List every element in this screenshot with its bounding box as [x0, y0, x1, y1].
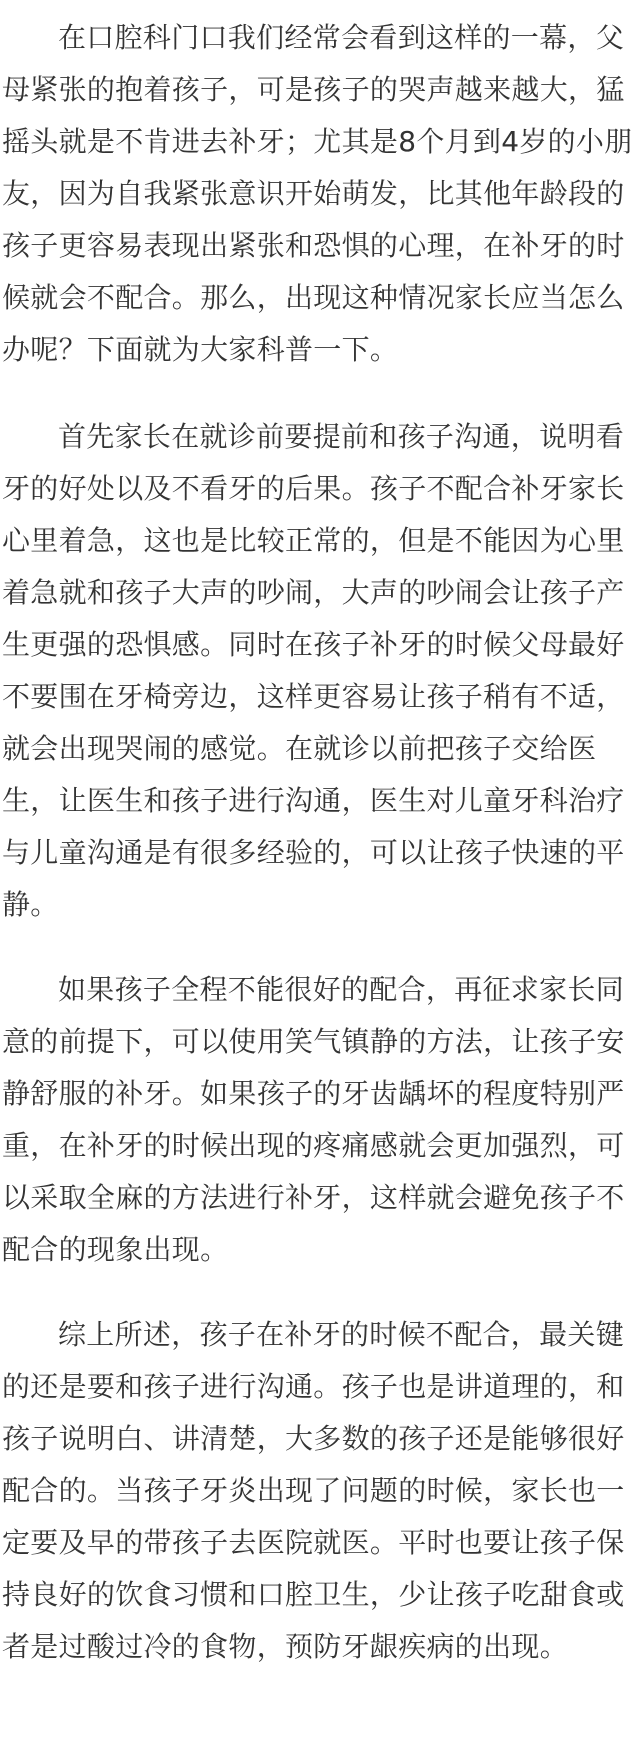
paragraph-line: 摇头就是不肯进去补牙；尤其是8个月到4岁的小朋 [2, 125, 633, 158]
paragraph-line: 者是过酸过冷的食物，预防牙龈疾病的出现。 [2, 1630, 569, 1663]
paragraph-line: 孩子更容易表现出紧张和恐惧的心理，在补牙的时 [2, 229, 625, 262]
paragraph-line: 母紧张的抱着孩子，可是孩子的哭声越来越大，猛 [2, 73, 625, 106]
paragraph-line: 配合的现象出现。 [2, 1233, 229, 1266]
paragraph-line: 持良好的饮食习惯和口腔卫生，少让孩子吃甜食或 [2, 1578, 625, 1611]
paragraph-line: 配合的。当孩子牙炎出现了问题的时候，家长也一 [2, 1474, 625, 1507]
paragraph-line: 办呢？下面就为大家科普一下。 [2, 333, 399, 366]
paragraph-line: 生，让医生和孩子进行沟通，医生对儿童牙科治疗 [2, 784, 625, 817]
paragraph-line: 友，因为自我紧张意识开始萌发，比其他年龄段的 [2, 177, 625, 210]
paragraph-line: 首先家长在就诊前要提前和孩子沟通，说明看 [58, 420, 625, 453]
paragraph-line: 静。 [2, 888, 59, 921]
paragraph-line: 如果孩子全程不能很好的配合，再征求家长同 [58, 973, 625, 1006]
paragraph-line: 与儿童沟通是有很多经验的，可以让孩子快速的平 [2, 836, 625, 869]
paragraph-line: 意的前提下，可以使用笑气镇静的方法，让孩子安 [2, 1025, 625, 1058]
paragraph-line: 心里着急，这也是比较正常的，但是不能因为心里 [2, 524, 625, 557]
paragraph-line: 的还是要和孩子进行沟通。孩子也是讲道理的，和 [2, 1370, 625, 1403]
paragraph-line: 不要围在牙椅旁边，这样更容易让孩子稍有不适， [2, 680, 625, 713]
paragraph-line: 着急就和孩子大声的吵闹，大声的吵闹会让孩子产 [2, 576, 625, 609]
paragraph-line: 候就会不配合。那么，出现这种情况家长应当怎么 [2, 281, 625, 314]
paragraph-line: 定要及早的带孩子去医院就医。平时也要让孩子保 [2, 1526, 625, 1559]
paragraph-line: 静舒服的补牙。如果孩子的牙齿龋坏的程度特别严 [2, 1077, 625, 1110]
paragraph-line: 牙的好处以及不看牙的后果。孩子不配合补牙家长 [2, 472, 625, 505]
paragraph-line: 重，在补牙的时候出现的疼痛感就会更加强烈，可 [2, 1129, 625, 1162]
paragraph-line: 在口腔科门口我们经常会看到这样的一幕，父 [58, 21, 625, 54]
paragraph-line: 以采取全麻的方法进行补牙，这样就会避免孩子不 [2, 1181, 625, 1214]
paragraph-line: 孩子说明白、讲清楚，大多数的孩子还是能够很好 [2, 1422, 625, 1455]
paragraph-line: 综上所述，孩子在补牙的时候不配合，最关键 [58, 1318, 625, 1351]
paragraph-line: 就会出现哭闹的感觉。在就诊以前把孩子交给医 [2, 732, 597, 765]
paragraph-line: 生更强的恐惧感。同时在孩子补牙的时候父母最好 [2, 628, 625, 661]
